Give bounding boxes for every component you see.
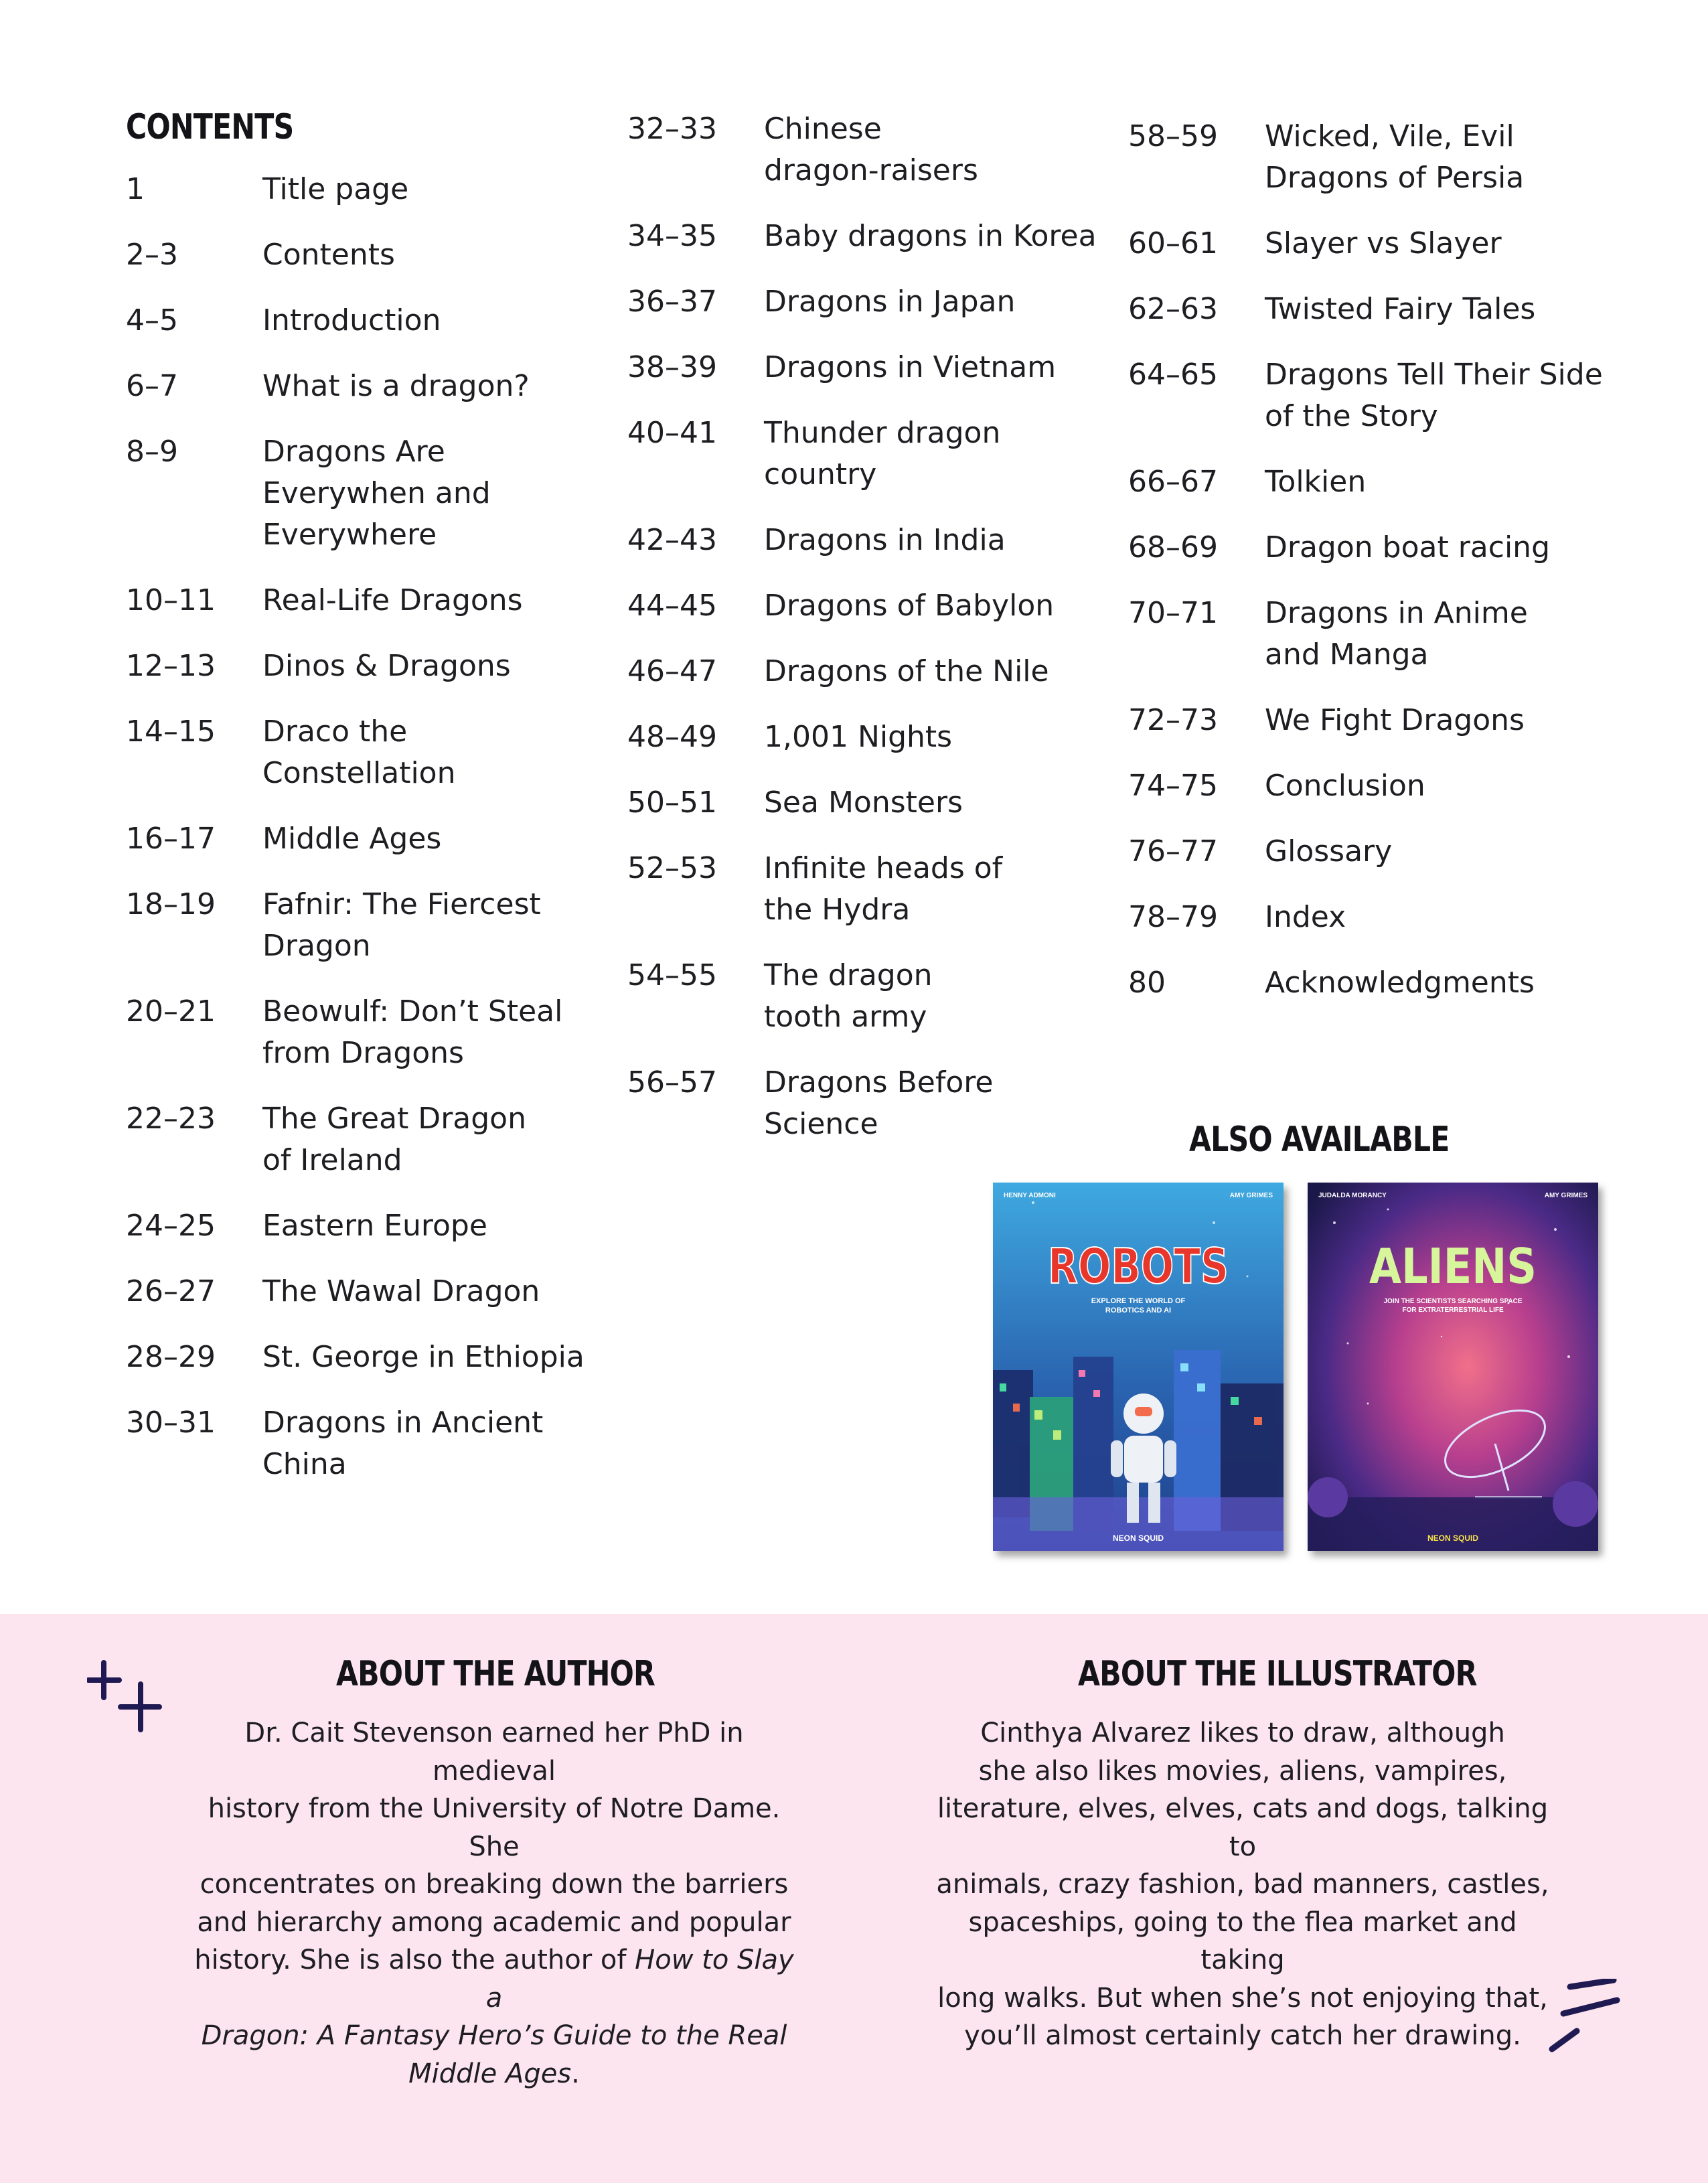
toc-page-number: 4–5 (126, 303, 178, 337)
toc-entry-title: Index (1265, 900, 1346, 934)
toc-page-number: 80 (1128, 966, 1166, 1000)
author-line (186, 2055, 802, 2093)
toc-entry-title: Constellation (262, 756, 456, 790)
toc-page-number: 32–33 (627, 112, 717, 146)
toc-entry[interactable] (1128, 116, 1597, 199)
toc-page-number: 30–31 (126, 1406, 216, 1440)
toc-entry[interactable] (126, 1098, 595, 1181)
toc-page-number: 56–57 (627, 1065, 717, 1100)
toc-entry-title: of the Story (1265, 399, 1438, 433)
toc-entry-title: The dragon (764, 958, 933, 992)
toc-entry[interactable] (126, 818, 595, 860)
toc-page-number: 24–25 (126, 1209, 216, 1243)
toc-entry[interactable] (627, 281, 1096, 323)
author-book-title: Dragon: A Fantasy Hero’s Guide to the Real (201, 2020, 787, 2051)
toc-entry-title: Slayer vs Slayer (1265, 226, 1502, 260)
illustrator-line: long walks. But when she’s not enjoying that, (937, 1982, 1548, 2014)
toc-entry[interactable] (627, 585, 1096, 627)
toc-entry[interactable] (126, 580, 595, 621)
toc-page-number: 74–75 (1128, 769, 1218, 803)
toc-page-number: 2–3 (126, 238, 178, 272)
toc-entry-title: Eastern Europe (262, 1209, 487, 1243)
toc-page-number: 64–65 (1128, 358, 1218, 392)
toc-entry[interactable] (126, 646, 595, 687)
contents-title: CONTENTS (126, 107, 294, 147)
toc-page-number: 70–71 (1128, 596, 1218, 630)
toc-page-number: 26–27 (126, 1274, 216, 1308)
toc-entry-title: Real-Life Dragons (262, 583, 523, 617)
author-line (186, 1941, 802, 2017)
toc-entry[interactable] (1128, 962, 1597, 1004)
toc-entry-title: Dragons in India (764, 523, 1006, 557)
illustrator-line: Cinthya Alvarez likes to draw, although (980, 1718, 1505, 1748)
toc-entry-title: Dragons in Ancient (262, 1406, 544, 1440)
toc-entry-title: Wicked, Vile, Evil (1265, 119, 1515, 153)
about-author-title: ABOUT THE AUTHOR (335, 1654, 655, 1694)
toc-page-number: 40–41 (627, 416, 717, 450)
robots-cover-art (993, 1183, 1284, 1551)
toc-entry[interactable] (126, 234, 595, 276)
toc-page-number: 48–49 (627, 720, 717, 754)
toc-entry-title: Dragon boat racing (1265, 530, 1550, 564)
author-prefix: history. She is also the author of (194, 1945, 635, 1975)
toc-entry-title: Conclusion (1265, 769, 1425, 803)
toc-page-number: 18–19 (126, 887, 216, 921)
toc-entry-title: Science (764, 1107, 878, 1141)
toc-entry[interactable] (126, 169, 595, 210)
toc-entry[interactable] (126, 884, 595, 967)
toc-entry-title: tooth army (764, 1000, 927, 1034)
toc-page-number: 10–11 (126, 583, 216, 617)
toc-page-number: 36–37 (627, 285, 717, 319)
toc-entry-title: Beowulf: Don’t Steal (262, 994, 563, 1029)
robots-title: ROBOTS (1048, 1238, 1229, 1294)
toc-page-number: 6–7 (126, 369, 178, 403)
toc-entry-title: Twisted Fairy Tales (1265, 292, 1536, 326)
toc-entry[interactable] (627, 1062, 1096, 1145)
toc-entry[interactable] (126, 1337, 595, 1378)
toc-entry[interactable] (1128, 765, 1597, 807)
robots-illustrator: AMY GRIMES (1229, 1192, 1273, 1199)
toc-entry-title: Thunder dragon (764, 416, 1001, 450)
robots-author: HENNY ADMONI (1004, 1192, 1056, 1199)
toc-entry-title: The Great Dragon (262, 1102, 526, 1136)
toc-page-number: 72–73 (1128, 703, 1218, 737)
author-line: Dr. Cait Stevenson earned her PhD in medieval (244, 1718, 744, 1787)
author-book-title: How to Slay a (485, 1945, 794, 2014)
toc-page-number: 76–77 (1128, 834, 1218, 869)
author-line: concentrates on breaking down the barriers (200, 1869, 789, 1900)
toc-entry[interactable] (1128, 831, 1597, 873)
toc-entry-title: Dragons in Japan (764, 285, 1016, 319)
toc-entry[interactable] (1128, 897, 1597, 938)
toc-entry[interactable] (1128, 527, 1597, 569)
toc-page-number: 42–43 (627, 523, 717, 557)
toc-entry-title: Dragons Are (262, 435, 445, 469)
toc-entry[interactable] (1128, 289, 1597, 330)
toc-page-number: 46–47 (627, 654, 717, 688)
toc-entry[interactable] (126, 1402, 595, 1485)
toc-page-number: 50–51 (627, 785, 717, 820)
toc-entry[interactable] (627, 216, 1096, 257)
toc-entry-title: Title page (262, 172, 409, 206)
toc-entry-title: country (764, 457, 877, 492)
toc-entry-title: Dragons of Persia (1265, 161, 1525, 195)
aliens-cover-art (1308, 1183, 1598, 1551)
toc-entry-title: Dragons of the Nile (764, 654, 1049, 688)
toc-page-number: 68–69 (1128, 530, 1218, 564)
aliens-book-cover[interactable] (1308, 1183, 1598, 1551)
toc-entry-title: Middle Ages (262, 822, 442, 856)
toc-entry-title: The Wawal Dragon (262, 1274, 540, 1308)
toc-entry-title: Introduction (262, 303, 441, 337)
toc-entry[interactable] (126, 1271, 595, 1312)
about-illustrator-title: ABOUT THE ILLUSTRATOR (1078, 1654, 1477, 1694)
toc-page-number: 34–35 (627, 219, 717, 253)
toc-entry-title: Dragons in Anime (1265, 596, 1528, 630)
toc-entry[interactable] (1128, 223, 1597, 265)
toc-entry[interactable] (1128, 593, 1597, 676)
toc-entry[interactable] (627, 412, 1096, 496)
toc-page-number: 62–63 (1128, 292, 1218, 326)
toc-page-number: 14–15 (126, 714, 216, 749)
toc-entry[interactable] (1128, 461, 1597, 503)
toc-entry-title: Chinese (764, 112, 882, 146)
sparkle-icon (87, 1657, 164, 1734)
toc-entry[interactable] (627, 782, 1096, 824)
toc-entry[interactable] (1128, 700, 1597, 741)
toc-entry[interactable] (126, 991, 595, 1074)
toc-entry[interactable] (126, 366, 595, 407)
toc-entry-title: Tolkien (1265, 465, 1367, 499)
toc-entry-title: What is a dragon? (262, 369, 530, 403)
toc-entry-title: We Fight Dragons (1265, 703, 1525, 737)
toc-entry-title: Dragon (262, 929, 371, 963)
toc-page-number: 38–39 (627, 350, 717, 384)
toc-entry-title: Sea Monsters (764, 785, 963, 820)
toc-entry-title: St. George in Ethiopia (262, 1340, 585, 1374)
author-book-title: Middle Ages (408, 2058, 572, 2089)
toc-entry[interactable] (627, 717, 1096, 758)
toc-entry-title: China (262, 1447, 347, 1481)
toc-entry-title: Dragons of Babylon (764, 589, 1055, 623)
toc-entry-title: of Ireland (262, 1143, 402, 1177)
toc-entry-title: Draco the (262, 714, 408, 749)
illustrator-line: animals, crazy fashion, bad manners, castles, (936, 1869, 1549, 1900)
toc-entry[interactable] (627, 520, 1096, 561)
toc-entry-title: Acknowledgments (1265, 966, 1535, 1000)
toc-entry-title: and Manga (1265, 637, 1429, 672)
toc-entry-title: from Dragons (262, 1036, 464, 1070)
toc-entry-title: the Hydra (764, 893, 911, 927)
aliens-author: JUDALDA MORANCY (1318, 1192, 1387, 1199)
toc-entry[interactable] (627, 108, 1096, 192)
toc-entry[interactable] (627, 955, 1096, 1038)
toc-entry-title: Dragons Tell Their Side (1265, 358, 1603, 392)
toc-entry[interactable] (627, 347, 1096, 388)
toc-entry-title: Everywhere (262, 518, 437, 552)
robots-book-cover[interactable] (993, 1183, 1284, 1551)
aliens-tagline-1: JOIN THE SCIENTISTS SEARCHING SPACE (1383, 1298, 1523, 1305)
robots-tagline-1: EXPLORE THE WORLD OF (1091, 1297, 1186, 1305)
toc-entry-title: Contents (262, 238, 395, 272)
illustrator-line: you’ll almost certainly catch her drawing. (964, 2020, 1521, 2051)
also-available-title: ALSO AVAILABLE (1189, 1120, 1450, 1160)
toc-page-number: 44–45 (627, 589, 717, 623)
about-author-text (186, 1714, 802, 2093)
toc-page-number: 12–13 (126, 649, 216, 683)
illustrator-line: she also likes movies, aliens, vampires, (978, 1755, 1507, 1787)
toc-entry-title: Glossary (1265, 834, 1393, 869)
illustrator-line: literature, elves, elves, cats and dogs, talking to (937, 1793, 1549, 1862)
toc-page-number: 58–59 (1128, 119, 1218, 153)
toc-page-number: 20–21 (126, 994, 216, 1029)
robots-tagline-2: ROBOTICS AND AI (1105, 1306, 1172, 1314)
aliens-illustrator: AMY GRIMES (1544, 1192, 1587, 1199)
illustrator-line: spaceships, going to the flea market and taking (968, 1906, 1517, 1975)
aliens-publisher: NEON SQUID (1427, 1533, 1479, 1543)
dash-lines-icon (1547, 1979, 1627, 2059)
toc-entry[interactable] (126, 300, 595, 342)
author-line (186, 2017, 802, 2055)
toc-entry[interactable] (627, 651, 1096, 692)
toc-entry-title: 1,001 Nights (764, 720, 953, 754)
toc-entry-title: Dragons Before (764, 1065, 994, 1100)
aliens-title: ALIENS (1369, 1238, 1537, 1294)
toc-page-number: 8–9 (126, 435, 178, 469)
toc-entry-title: dragon-raisers (764, 153, 978, 187)
toc-entry[interactable] (126, 431, 595, 556)
toc-page-number: 66–67 (1128, 465, 1218, 499)
toc-entry[interactable] (126, 711, 595, 794)
author-line: history from the University of Notre Dame. She (208, 1793, 781, 1862)
toc-entry-title: Fafnir: The Fiercest (262, 887, 541, 921)
toc-page-number: 60–61 (1128, 226, 1218, 260)
toc-page-number: 22–23 (126, 1102, 216, 1136)
about-illustrator-text (935, 1714, 1551, 2055)
toc-entry[interactable] (627, 848, 1096, 931)
toc-entry-title: Baby dragons in Korea (764, 219, 1097, 253)
toc-entry-title: Everywhen and (262, 476, 491, 510)
toc-page-number: 28–29 (126, 1340, 216, 1374)
toc-entry-title: Infinite heads of (764, 851, 1003, 885)
robots-publisher: NEON SQUID (1112, 1533, 1164, 1543)
toc-page-number: 78–79 (1128, 900, 1218, 934)
author-line: and hierarchy among academic and popular (197, 1906, 791, 1938)
aliens-tagline-2: FOR EXTRATERRESTRIAL LIFE (1402, 1306, 1504, 1314)
toc-entry[interactable] (126, 1205, 595, 1247)
toc-entry[interactable] (1128, 354, 1603, 437)
toc-page-number: 1 (126, 172, 145, 206)
toc-entry-title: Dragons in Vietnam (764, 350, 1057, 384)
toc-page-number: 16–17 (126, 822, 216, 856)
toc-entry-title: Dinos & Dragons (262, 649, 511, 683)
toc-page-number: 52–53 (627, 851, 717, 885)
author-suffix: . (571, 2058, 580, 2089)
toc-page-number: 54–55 (627, 958, 717, 992)
